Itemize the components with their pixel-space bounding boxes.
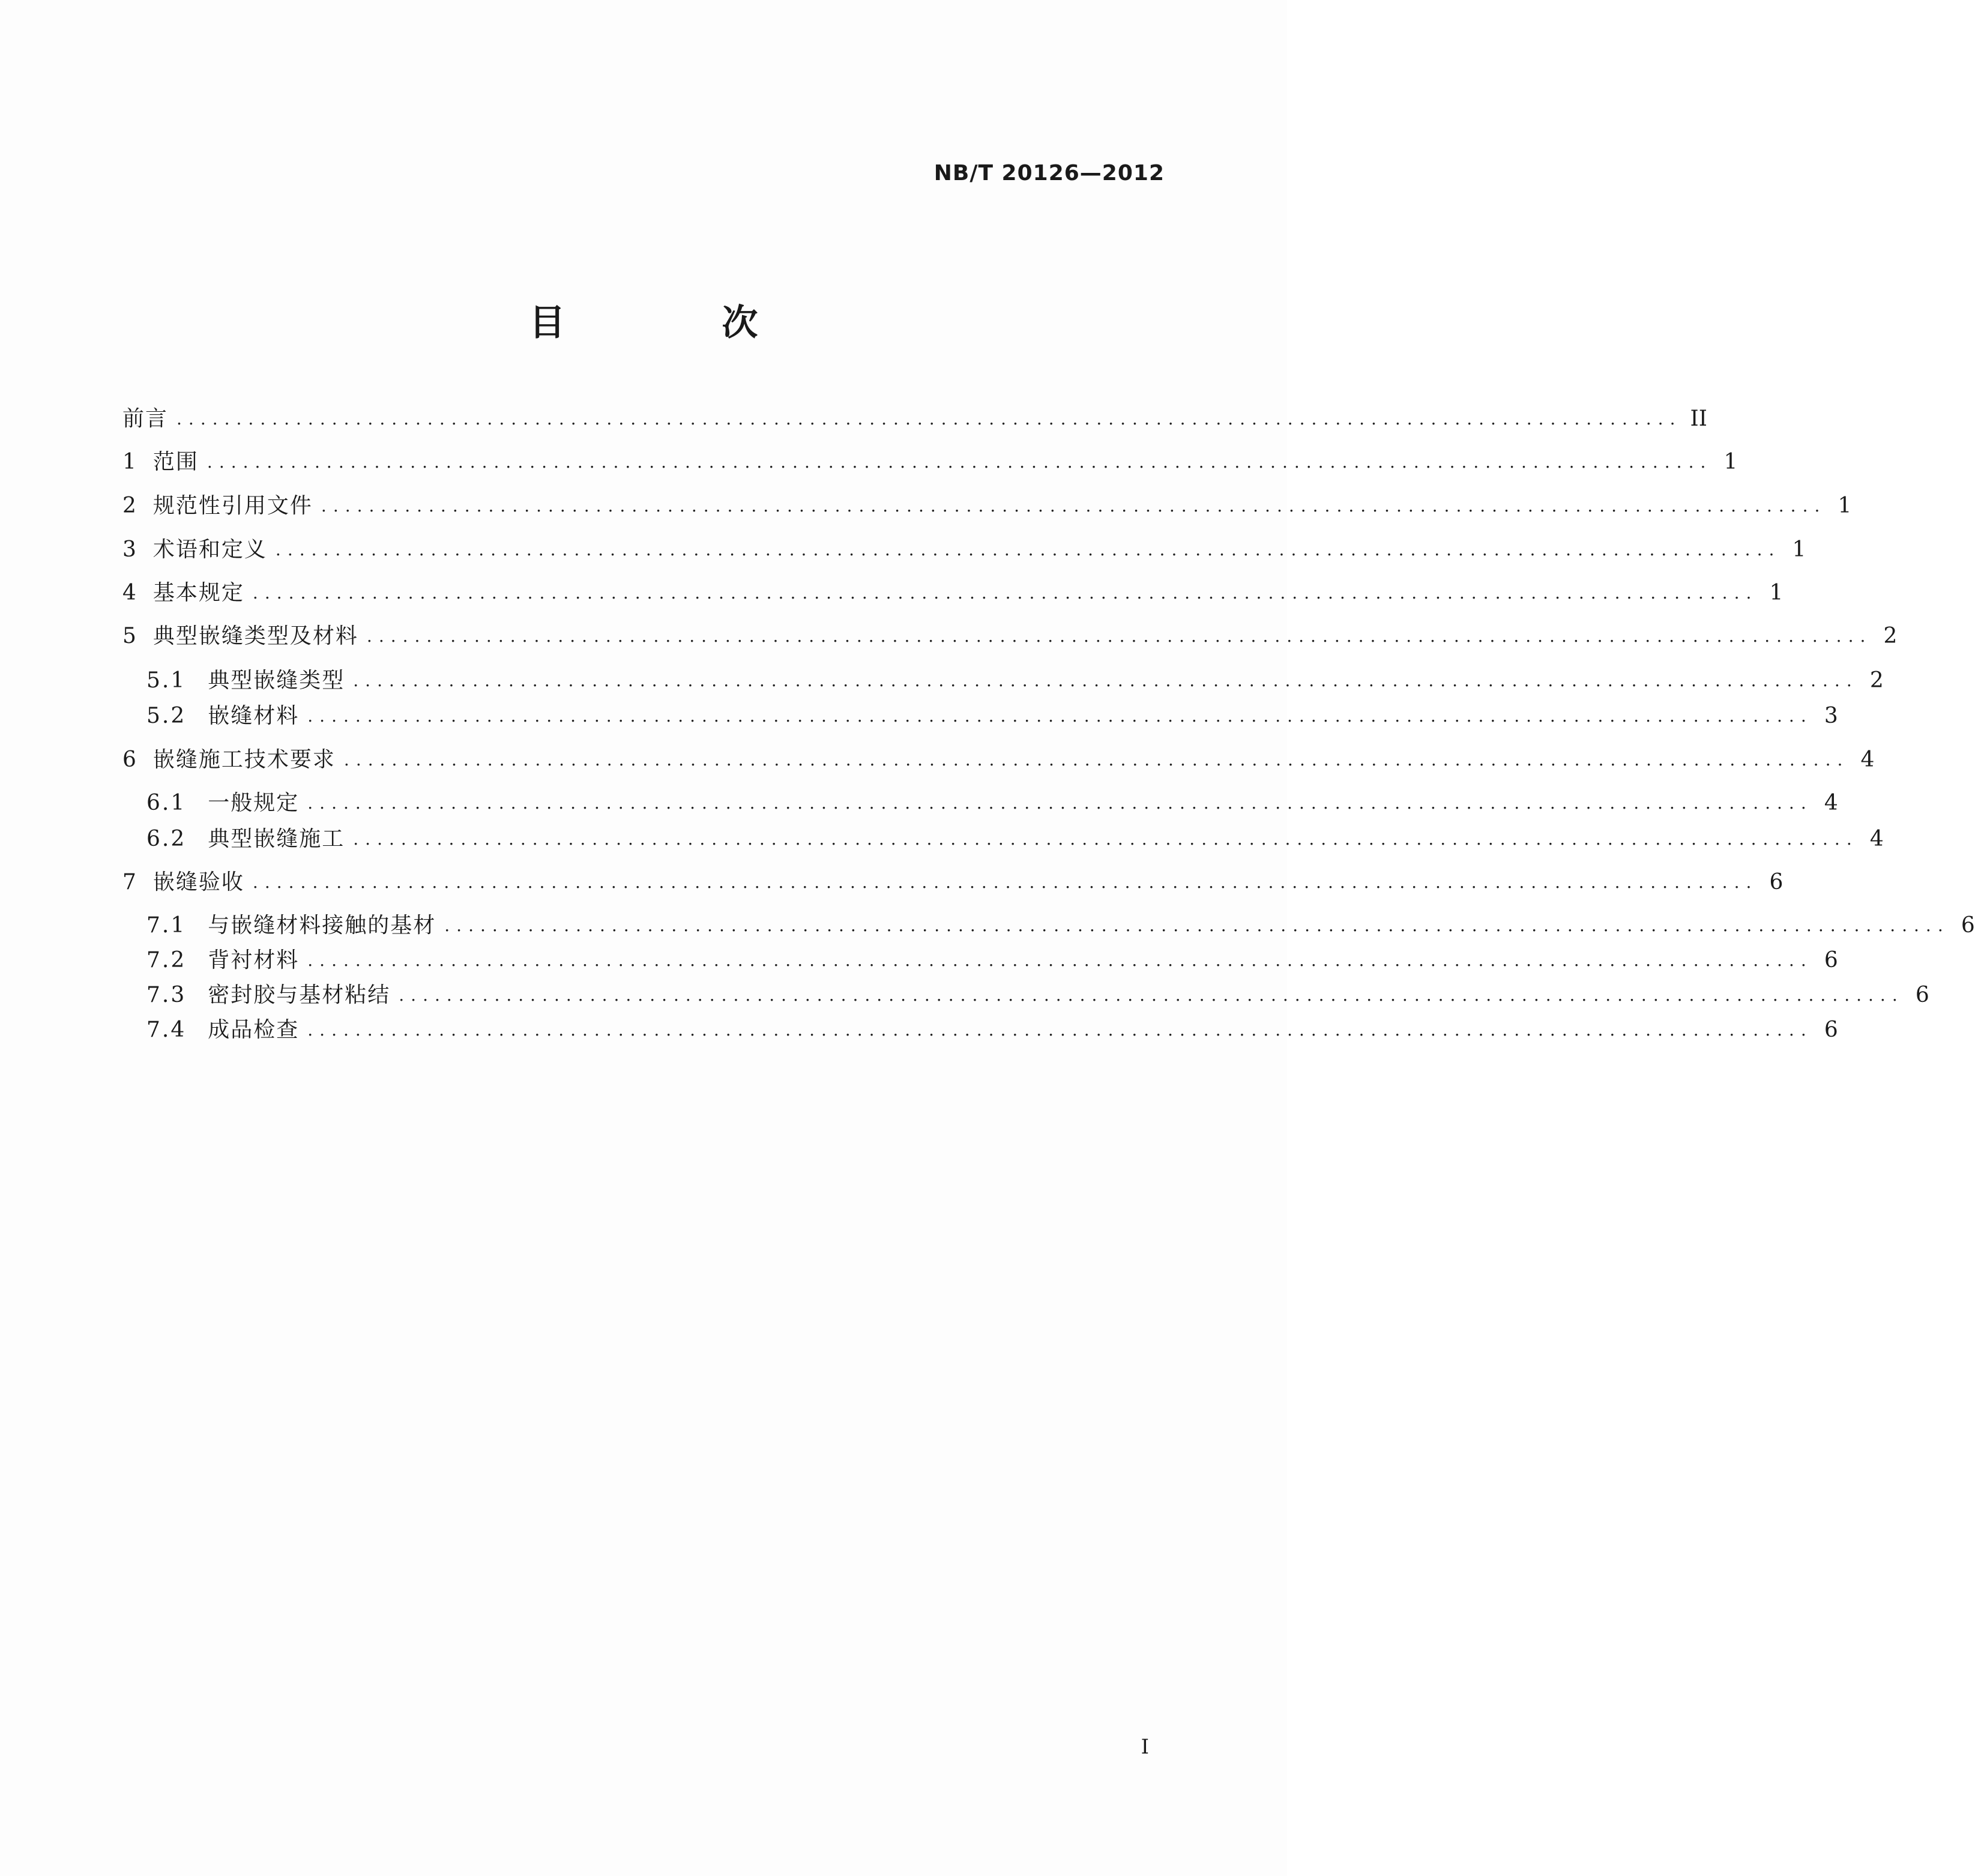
toc-entry-page: 6 — [1824, 948, 1838, 973]
toc-dot-leader: .............................................................................................................................. — [366, 626, 1872, 646]
toc-entry-page: 1 — [1769, 581, 1784, 605]
toc-dot-leader: .............................................................................................................................. — [353, 829, 1859, 849]
toc-entry-label: 嵌缝材料 — [208, 704, 300, 728]
toc-entry-number: 7 — [122, 870, 136, 894]
toc-entry-6[interactable] — [122, 743, 1875, 777]
toc-entry-label: 典型嵌缝类型及材料 — [152, 624, 358, 648]
toc-dot-leader: .............................................................................................................................. — [307, 706, 1813, 726]
toc-entry-number: 6.1 — [146, 791, 187, 815]
toc-dot-leader: .............................................................................................................................. — [176, 409, 1682, 429]
toc-entry-label: 术语和定义 — [152, 537, 267, 562]
toc-entry-page: 1 — [1723, 450, 1738, 474]
toc-dot-leader: .............................................................................................................................. — [353, 671, 1859, 690]
toc-entry-7-3[interactable] — [122, 979, 1929, 1012]
toc-entry-number: 7.4 — [146, 1018, 187, 1042]
toc-entry-page: 6 — [1961, 913, 1975, 938]
toc-entry-number: 3 — [122, 537, 136, 562]
toc-entry-page: 2 — [1883, 624, 1898, 648]
page-title: 目 次 — [529, 302, 830, 344]
toc-entry-page: 6 — [1915, 983, 1929, 1007]
toc-entry-3[interactable] — [122, 533, 1806, 567]
toc-entry-label: 典型嵌缝类型 — [208, 668, 345, 693]
toc-entry-number: 7.3 — [146, 983, 187, 1007]
toc-entry-page: 2 — [1869, 668, 1884, 693]
toc-dot-leader: .............................................................................................................................. — [444, 915, 1950, 935]
standard-code: NB/T 20126—2012 — [933, 161, 1165, 185]
toc-dot-leader: .............................................................................................................................. — [207, 452, 1713, 472]
toc-entry-2[interactable] — [122, 489, 1852, 523]
toc-dot-leader: .............................................................................................................................. — [321, 496, 1827, 516]
toc-entry-label: 密封胶与基材粘结 — [208, 983, 391, 1007]
toc-entry-label: 与嵌缝材料接触的基材 — [208, 913, 436, 938]
toc-entry-6-2[interactable] — [122, 822, 1884, 856]
toc-entry-7-1[interactable] — [122, 909, 1975, 943]
toc-entry-number: 5.1 — [146, 668, 187, 693]
toc-entry-number: 6.2 — [146, 827, 187, 851]
toc-entry-page: II — [1690, 406, 1707, 431]
toc-entry-label: 嵌缝施工技术要求 — [152, 747, 336, 772]
toc-entry-label: 前言 — [122, 406, 169, 431]
toc-entry-5-1[interactable] — [122, 664, 1884, 698]
toc-dot-leader: .............................................................................................................................. — [307, 1020, 1813, 1040]
toc-dot-leader: .............................................................................................................................. — [252, 583, 1758, 603]
toc-entry-number: 5.2 — [146, 704, 187, 728]
toc-entry-number: 4 — [122, 581, 136, 605]
toc-entry-page: 1 — [1838, 493, 1852, 518]
toc-entry-page: 4 — [1869, 827, 1884, 851]
toc-entry-page: 6 — [1769, 870, 1784, 894]
toc-entry-4[interactable] — [122, 576, 1784, 610]
toc-entry-5[interactable] — [122, 620, 1898, 653]
toc-dot-leader: .............................................................................................................................. — [343, 750, 1850, 770]
toc-entry-7[interactable] — [122, 866, 1784, 899]
toc-entry-label: 典型嵌缝施工 — [208, 827, 345, 851]
toc-entry-page: 1 — [1792, 537, 1806, 562]
toc-entry-7-4[interactable] — [122, 1013, 1838, 1047]
toc-entry-5-2[interactable] — [122, 699, 1838, 733]
toc-entry-1[interactable] — [122, 445, 1738, 479]
toc-entry-label: 规范性引用文件 — [152, 493, 313, 518]
toc-entry-6-1[interactable] — [122, 786, 1838, 820]
toc-entry-page: 3 — [1824, 704, 1838, 728]
toc-entry-page: 4 — [1824, 791, 1838, 815]
toc-dot-leader: .............................................................................................................................. — [399, 985, 1904, 1005]
page-number: I — [1141, 1735, 1149, 1759]
toc-entry-label: 范围 — [152, 450, 199, 474]
toc-entry-foreword[interactable] — [122, 402, 1707, 436]
toc-entry-number: 7.1 — [146, 913, 187, 938]
toc-entry-number: 5 — [122, 624, 136, 648]
toc-entry-number: 1 — [122, 450, 136, 474]
toc-entry-number: 7.2 — [146, 948, 187, 973]
toc-entry-label: 成品检查 — [208, 1018, 300, 1042]
toc-dot-leader: .............................................................................................................................. — [252, 872, 1758, 892]
toc-entry-label: 嵌缝验收 — [152, 870, 244, 894]
toc-entry-label: 基本规定 — [152, 581, 244, 605]
toc-dot-leader: .............................................................................................................................. — [275, 540, 1781, 559]
toc-entry-number: 2 — [122, 493, 136, 518]
toc-entry-label: 背衬材料 — [208, 948, 300, 973]
toc-entry-number: 6 — [122, 747, 136, 772]
toc-entry-page: 4 — [1860, 747, 1875, 772]
toc-dot-leader: .............................................................................................................................. — [307, 950, 1813, 970]
toc-dot-leader: .............................................................................................................................. — [307, 793, 1813, 813]
toc-entry-7-2[interactable] — [122, 944, 1838, 977]
toc-entry-page: 6 — [1824, 1018, 1838, 1042]
toc-entry-label: 一般规定 — [208, 791, 300, 815]
